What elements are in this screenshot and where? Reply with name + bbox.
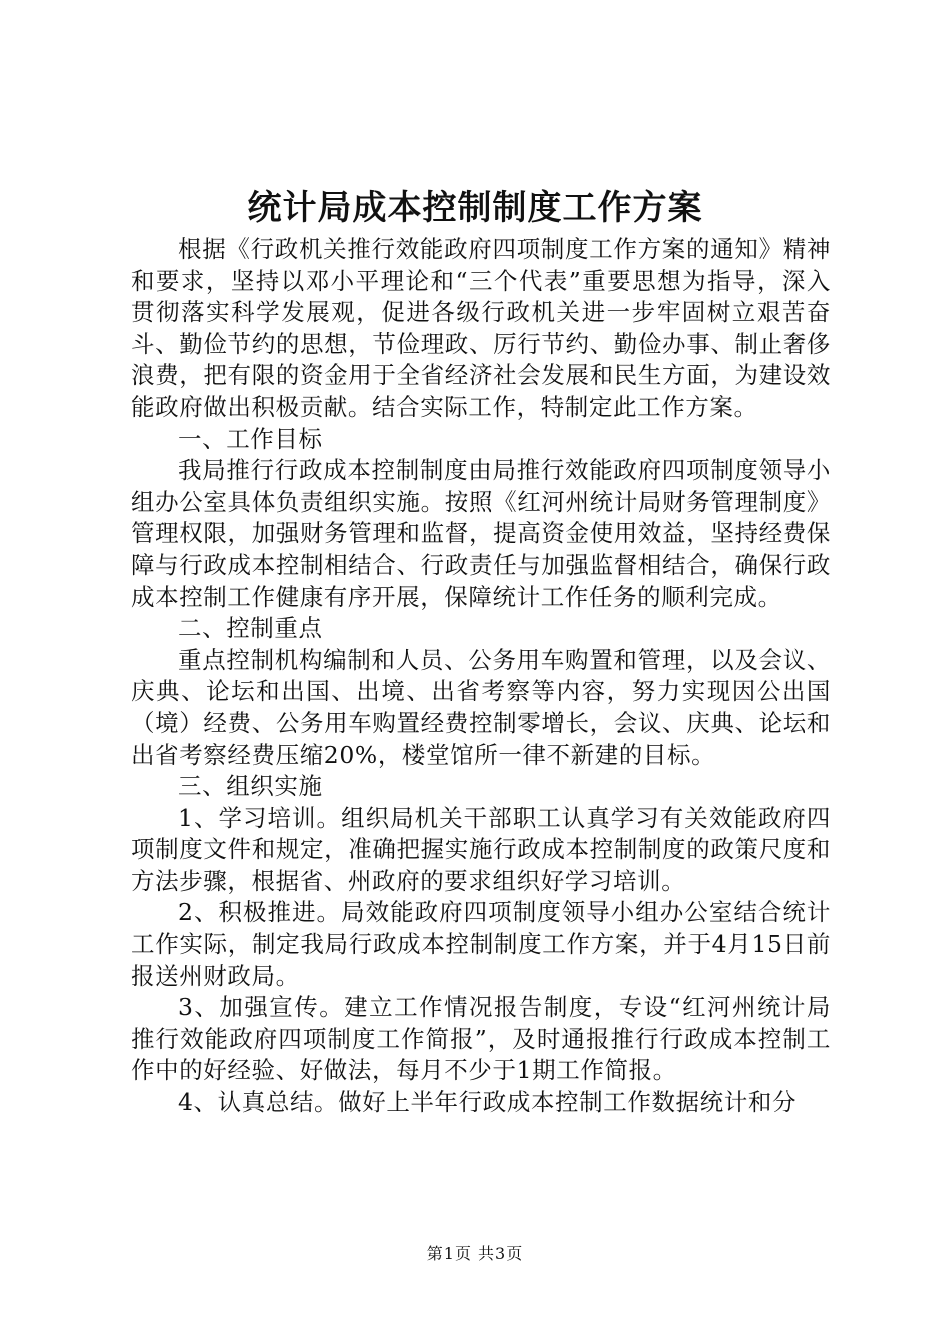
section-heading-goals: 一、工作目标 — [178, 424, 323, 453]
document-body — [131, 234, 831, 1119]
section-heading-focus: 二、控制重点 — [178, 614, 323, 643]
paragraph-intro: 根据《行政机关推行效能政府四项制度工作方案的通知》精神和要求，坚持以邓小平理论和“三个代表”重要思想为指导，深入贯彻落实科学发展观，促进各级行政机关进一步牢固树立艰苦奋斗、勤俭节约的思想，节俭理政、厉行节约、勤俭办事、制止奢侈浪费，把有限的资金用于全省经济社会发展和民生方面，为建设效能政府做出积极贡献。结合实际工作，特制定此工作方案。 — [131, 235, 831, 421]
paragraph-goals: 我局推行行政成本控制制度由局推行效能政府四项制度领导小组办公室具体负责组织实施。按照《红河州统计局财务管理制度》管理权限，加强财务管理和监督，提高资金使用效益，坚持经费保障与行政成本控制相结合、行政责任与加强监督相结合，确保行政成本控制工作健康有序开展，保障统计工作任务的顺利完成。 — [131, 456, 831, 611]
page-number: 第1页 共3页 — [426, 1244, 524, 1263]
paragraph-item-4: 4、认真总结。做好上半年行政成本控制工作数据统计和分 — [178, 1088, 797, 1117]
paragraph-item-1: 1、学习培训。组织局机关干部职工认真学习有关效能政府四项制度文件和规定，准确把握实施行政成本控制制度的政策尺度和方法步骤，根据省、州政府的要求组织好学习培训。 — [131, 803, 831, 895]
page-title: 统计局成本控制制度工作方案 — [247, 188, 703, 228]
paragraph-item-3: 3、加强宣传。建立工作情况报告制度，专设“红河州统计局推行效能政府四项制度工作简报”，及时通报推行行政成本控制工作中的好经验、好做法，每月不少于1期工作简报。 — [131, 993, 831, 1085]
section-heading-implementation: 三、组织实施 — [178, 772, 323, 801]
paragraph-focus: 重点控制机构编制和人员、公务用车购置和管理，以及会议、庆典、论坛和出国、出境、出省考察等内容，努力实现因公出国（境）经费、公务用车购置经费控制零增长，会议、庆典、论坛和出省考察经费压缩20%，楼堂馆所一律不新建的目标。 — [131, 645, 831, 769]
paragraph-item-2: 2、积极推进。局效能政府四项制度领导小组办公室结合统计工作实际，制定我局行政成本控制制度工作方案，并于4月15日前报送州财政局。 — [131, 898, 831, 990]
